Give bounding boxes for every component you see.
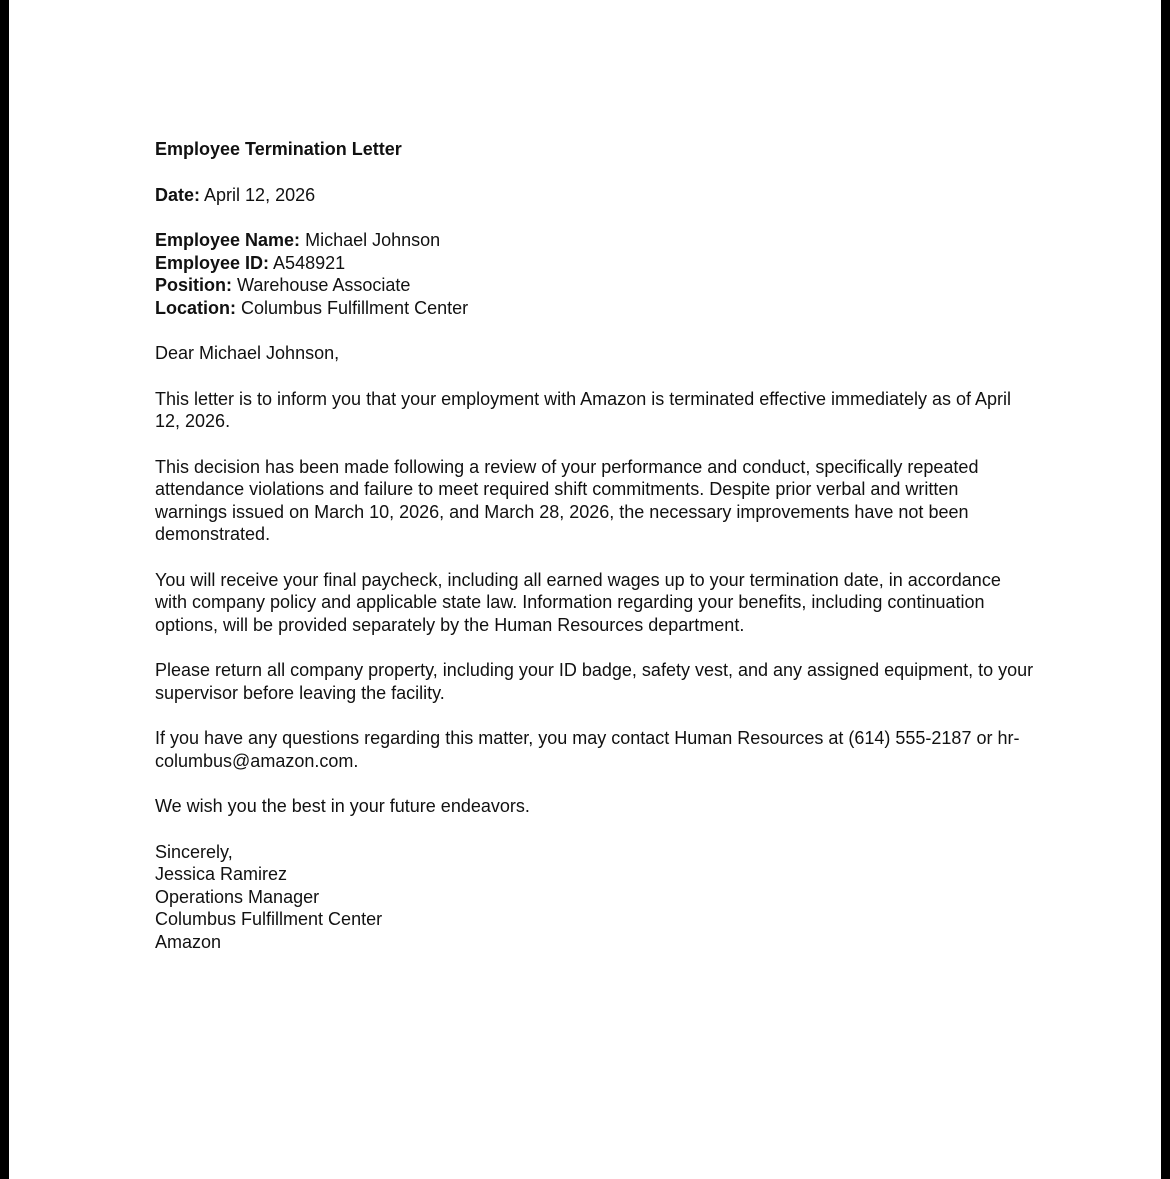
paragraph-return-property: Please return all company property, including your ID badge, safety vest, and any assigned equipment, to your supervisor before leaving the facility. (155, 660, 1034, 703)
paragraph-final-pay: You will receive your final paycheck, including all earned wages up to your termination date, in accordance with company policy and applicable state law. Information regarding your benefits, including continuation options, will be provided separately by the Human Resources department. (155, 569, 1001, 635)
paragraph-termination-notice: This letter is to inform you that your employment with Amazon is terminated effective immediately as of April 12, 2026. (155, 388, 1012, 431)
employee-id-value: A548921 (273, 252, 346, 273)
employee-name-label: Employee Name: (155, 230, 301, 250)
employee-info-block (155, 229, 1035, 319)
location-label: Location: (155, 297, 236, 318)
document-page (9, 0, 1161, 1179)
letter-body (155, 138, 1035, 976)
paragraph-contact: If you have any questions regarding this matter, you may contact Human Resources at (614) 555-2187 or hr-columbus@amazon.com. (155, 728, 1020, 771)
signer-name: Jessica Ramirez (155, 864, 288, 884)
position-line (155, 274, 1035, 297)
position-label: Position: (155, 275, 232, 295)
signer-company: Amazon (155, 931, 222, 952)
date-value: April 12, 2026 (204, 184, 316, 205)
date-line (155, 184, 1035, 207)
location-value: Columbus Fulfillment Center (241, 297, 469, 318)
position-value: Warehouse Associate (237, 275, 411, 295)
employee-id-line (155, 252, 1035, 275)
signer-location: Columbus Fulfillment Center (155, 909, 383, 929)
letter-title: Employee Termination Letter (155, 139, 402, 159)
signature-block (155, 841, 1035, 954)
employee-name-value: Michael Johnson (305, 230, 441, 250)
signer-title: Operations Manager (155, 886, 320, 907)
salutation: Dear Michael Johnson, (155, 343, 340, 363)
employee-name-line (155, 229, 1035, 252)
closing: Sincerely, (155, 841, 233, 862)
paragraph-well-wishes: We wish you the best in your future endeavors. (155, 796, 530, 816)
location-line (155, 297, 1035, 320)
date-label: Date: (155, 184, 201, 205)
paragraph-reason: This decision has been made following a review of your performance and conduct, specifically repeated attendance violations and failure to meet required shift commitments. Despite prior verbal and written warnings issued on March 10, 2026, and March 28, 2026, the necessary improvements have not been demonstrated. (155, 456, 979, 544)
employee-id-label: Employee ID: (155, 252, 270, 273)
